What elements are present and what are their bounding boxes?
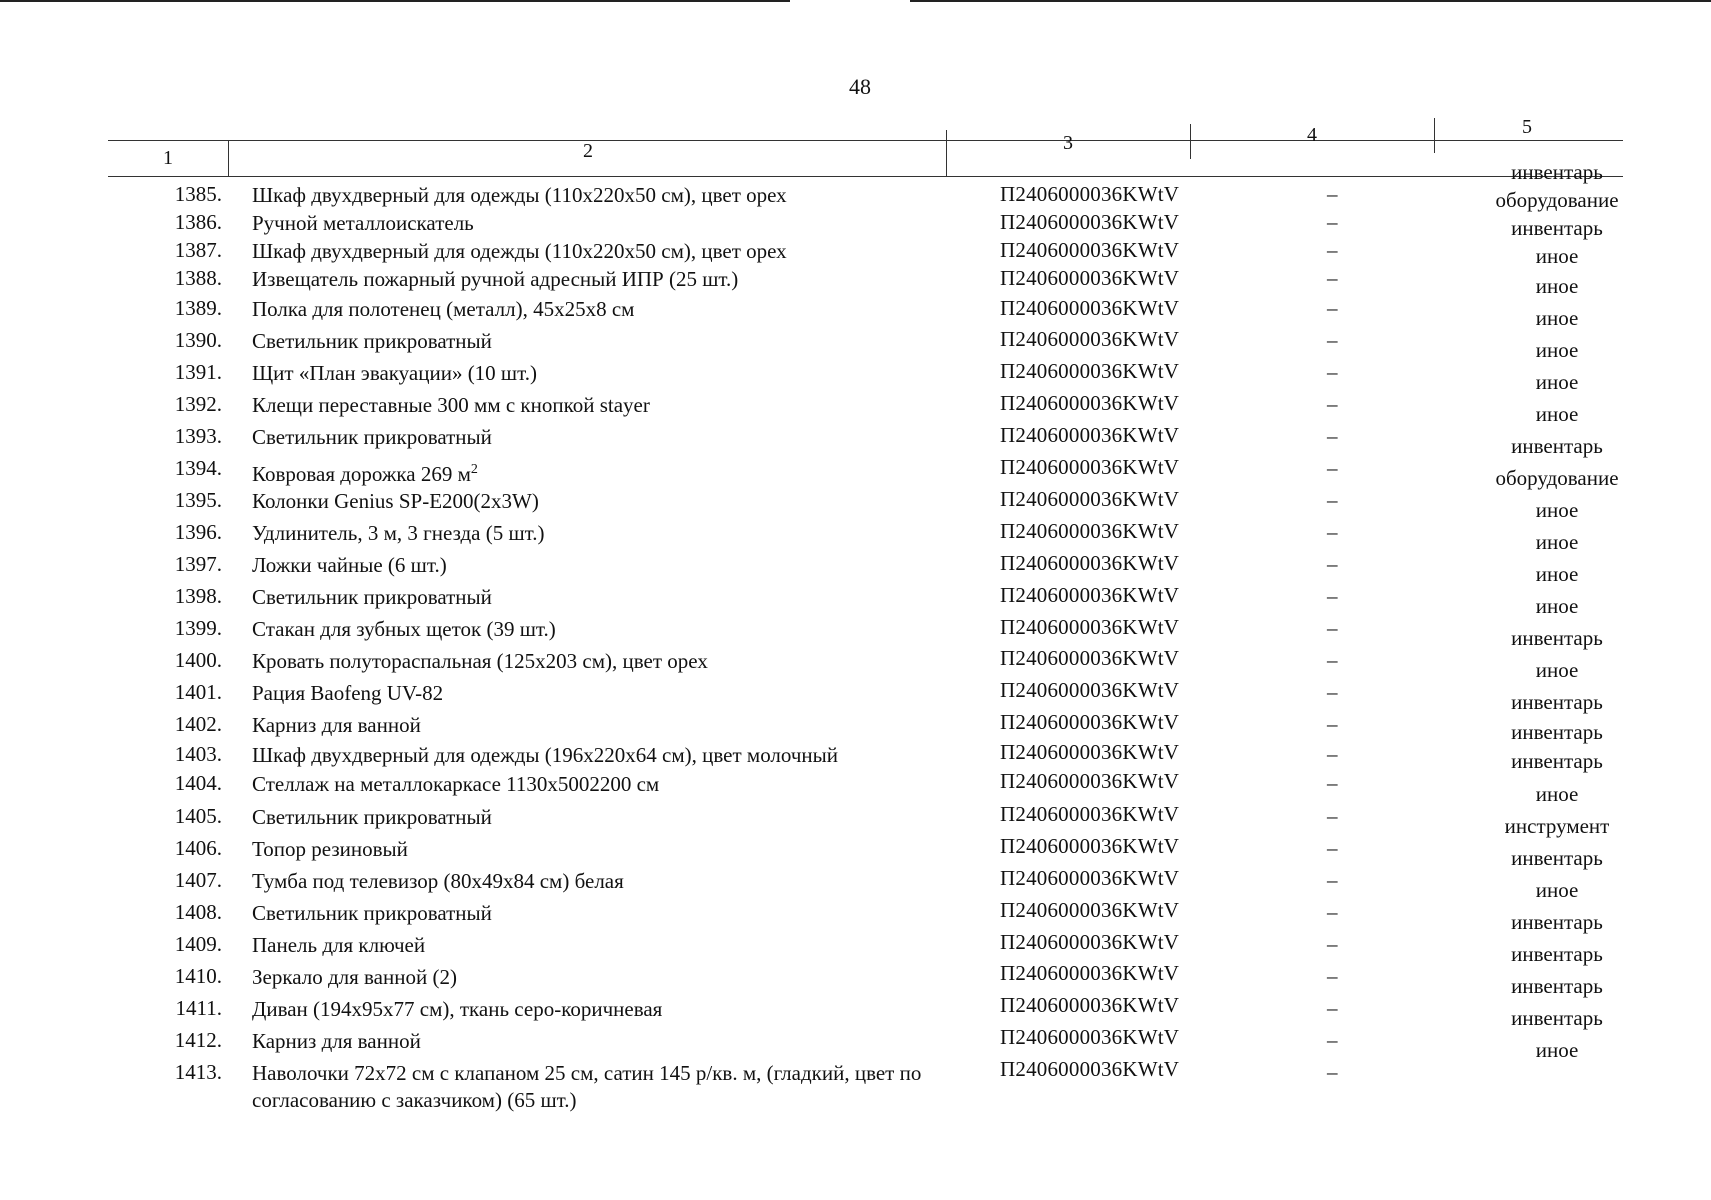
column-header-5: 5 [1522, 116, 1532, 138]
item-name-text: Топор резиновый [252, 837, 408, 861]
item-name-text: Наволочки 72х72 см с клапаном 25 см, сатин 145 р/кв. м, (гладкий, цвет по согласованию с заказчиком) (65 шт.) [252, 1061, 922, 1112]
item-category: иное [1535, 338, 1579, 362]
item-category: оборудование [1495, 188, 1619, 212]
item-name-text: Колонки Genius SP-E200(2x3W) [252, 489, 539, 513]
item-category: иное [1535, 402, 1579, 426]
column-4-value: – [1327, 868, 1338, 892]
item-name [252, 648, 972, 675]
item-code: П2406000036KWtV [1000, 519, 1180, 543]
item-category: иное [1535, 244, 1579, 268]
item-category: иное [1535, 594, 1579, 618]
item-name-text: Рация Baofeng UV-82 [252, 681, 444, 705]
item-code: П2406000036KWtV [1000, 455, 1180, 479]
item-category: инвентарь [1511, 434, 1603, 458]
item-code: П2406000036KWtV [1000, 487, 1180, 511]
item-category: инвентарь [1511, 749, 1603, 773]
item-name-text: Шкаф двухдверный для одежды (196х220х64 см), цвет молочный [252, 743, 839, 767]
item-name-text: Клещи переставные 300 мм с кнопкой stayer [252, 393, 650, 417]
item-name [252, 328, 972, 355]
row-number: 1411. [175, 996, 222, 1020]
item-name [252, 210, 972, 237]
item-name [252, 616, 972, 643]
item-name [252, 771, 972, 798]
item-name [252, 360, 972, 387]
item-name-text: Карниз для ванной [252, 713, 421, 737]
row-number: 1404. [174, 771, 222, 795]
column-4-value: – [1327, 182, 1338, 206]
item-category: инвентарь [1511, 974, 1603, 998]
column-4-value: – [1327, 771, 1338, 795]
item-name-text: Светильник прикроватный [252, 585, 492, 609]
row-number: 1398. [174, 584, 222, 608]
column-4-value: – [1327, 1028, 1338, 1052]
item-code: П2406000036KWtV [1000, 961, 1180, 985]
column-4-value: – [1327, 804, 1338, 828]
item-name [252, 424, 972, 451]
row-number: 1413. [174, 1060, 222, 1084]
row-number: 1409. [174, 932, 222, 956]
column-4-value: – [1327, 360, 1338, 384]
page-number: 48 [849, 74, 871, 99]
row-number: 1403. [174, 742, 222, 766]
row-number: 1407. [174, 868, 222, 892]
item-code: П2406000036KWtV [1000, 583, 1180, 607]
column-4-value: – [1327, 488, 1338, 512]
item-name-text: Кровать полутораспальная (125х203 см), цвет орех [252, 649, 708, 673]
row-number: 1391. [174, 360, 222, 384]
row-number: 1395. [174, 488, 222, 512]
item-code: П2406000036KWtV [1000, 296, 1180, 320]
item-code: П2406000036KWtV [1000, 866, 1180, 890]
row-number: 1408. [174, 900, 222, 924]
item-code: П2406000036KWtV [1000, 359, 1180, 383]
column-4-value: – [1327, 648, 1338, 672]
row-number: 1406. [174, 836, 222, 860]
item-code: П2406000036KWtV [1000, 646, 1180, 670]
item-code: П2406000036KWtV [1000, 182, 1180, 206]
item-name [252, 456, 972, 488]
item-name [252, 996, 972, 1023]
column-4-value: – [1327, 552, 1338, 576]
item-name [252, 1060, 972, 1114]
row-number: 1397. [174, 552, 222, 576]
item-code: П2406000036KWtV [1000, 802, 1180, 826]
item-name-text: Ковровая дорожка 269 м [252, 462, 471, 486]
item-name [252, 804, 972, 831]
item-name-text: Диван (194х95х77 см), ткань серо-коричневая [252, 997, 663, 1021]
column-4-value: – [1327, 238, 1338, 262]
item-category: инвентарь [1511, 690, 1603, 714]
column-4-value: – [1327, 584, 1338, 608]
item-category: иное [1535, 1038, 1579, 1062]
item-category: иное [1535, 562, 1579, 586]
item-category: инвентарь [1511, 626, 1603, 650]
item-name [252, 932, 972, 959]
column-4-value: – [1327, 328, 1338, 352]
column-header-4: 4 [1307, 124, 1317, 146]
column-4-value: – [1327, 712, 1338, 736]
item-name-text: Удлинитель, 3 м, 3 гнезда (5 шт.) [252, 521, 545, 545]
item-name [252, 266, 972, 293]
item-code: П2406000036KWtV [1000, 391, 1180, 415]
column-4-value: – [1327, 680, 1338, 704]
item-category: иное [1535, 370, 1579, 394]
item-category: инвентарь [1511, 160, 1603, 184]
item-category: инвентарь [1511, 1006, 1603, 1030]
item-category: оборудование [1495, 466, 1619, 490]
item-name-text: Зеркало для ванной (2) [252, 965, 457, 989]
item-code: П2406000036KWtV [1000, 327, 1180, 351]
item-code: П2406000036KWtV [1000, 930, 1180, 954]
item-name-text: Светильник прикроватный [252, 329, 492, 353]
item-code: П2406000036KWtV [1000, 834, 1180, 858]
item-code: П2406000036KWtV [1000, 898, 1180, 922]
column-4-value: – [1327, 266, 1338, 290]
column-4-value: – [1327, 616, 1338, 640]
item-name-text: Шкаф двухдверный для одежды (110х220х50 см), цвет орех [252, 183, 787, 207]
item-name [252, 868, 972, 895]
item-category: инвентарь [1511, 216, 1603, 240]
item-category: иное [1535, 274, 1579, 298]
column-4-value: – [1327, 996, 1338, 1020]
item-code: П2406000036KWtV [1000, 710, 1180, 734]
item-name [252, 836, 972, 863]
item-name-superscript: 2 [470, 462, 478, 477]
column-4-value: – [1327, 296, 1338, 320]
item-category: иное [1535, 498, 1579, 522]
item-name-text: Панель для ключей [252, 933, 426, 957]
row-number: 1390. [174, 328, 222, 352]
column-4-value: – [1327, 210, 1338, 234]
column-4-value: – [1327, 424, 1338, 448]
item-code: П2406000036KWtV [1000, 769, 1180, 793]
item-category: инвентарь [1511, 910, 1603, 934]
item-name-text: Шкаф двухдверный для одежды (110х220х50 см), цвет орех [252, 239, 787, 263]
row-number: 1394. [174, 456, 222, 480]
item-code: П2406000036KWtV [1000, 1057, 1180, 1081]
item-name-text: Тумба под телевизор (80х49х84 см) белая [252, 869, 624, 893]
item-name [252, 182, 972, 209]
item-name [252, 584, 972, 611]
row-number: 1387. [174, 238, 222, 262]
item-name-text: Стеллаж на металлокаркасе 1130х5002200 см [252, 772, 660, 796]
column-4-value: – [1327, 964, 1338, 988]
column-4-value: – [1327, 900, 1338, 924]
item-name [252, 742, 972, 769]
item-name [252, 392, 972, 419]
column-4-value: – [1327, 1060, 1338, 1084]
row-number: 1401. [174, 680, 222, 704]
item-code: П2406000036KWtV [1000, 615, 1180, 639]
item-name [252, 680, 972, 707]
item-code: П2406000036KWtV [1000, 993, 1180, 1017]
item-code: П2406000036KWtV [1000, 740, 1180, 764]
row-number: 1388. [174, 266, 222, 290]
item-name-text: Светильник прикроватный [252, 805, 492, 829]
item-name [252, 1028, 972, 1055]
item-name [252, 964, 972, 991]
item-name-text: Стакан для зубных щеток (39 шт.) [252, 617, 556, 641]
item-category: иное [1535, 306, 1579, 330]
column-4-value: – [1327, 456, 1338, 480]
column-4-value: – [1327, 392, 1338, 416]
column-header-2: 2 [583, 140, 593, 162]
item-name-text: Светильник прикроватный [252, 901, 492, 925]
item-name [252, 238, 972, 265]
item-category: инвентарь [1511, 720, 1603, 744]
row-number: 1393. [174, 424, 222, 448]
item-code: П2406000036KWtV [1000, 210, 1180, 234]
item-category: инструмент [1504, 814, 1610, 838]
row-number: 1410. [174, 964, 222, 988]
item-code: П2406000036KWtV [1000, 266, 1180, 290]
column-header-1: 1 [163, 147, 173, 169]
row-number: 1385. [174, 182, 222, 206]
item-code: П2406000036KWtV [1000, 238, 1180, 262]
item-category: иное [1535, 658, 1579, 682]
item-name-text: Полка для полотенец (металл), 45х25х8 см [252, 297, 635, 321]
column-4-value: – [1327, 836, 1338, 860]
item-name [252, 488, 972, 515]
column-header-3: 3 [1063, 132, 1073, 154]
item-name-text: Светильник прикроватный [252, 425, 492, 449]
item-category: иное [1535, 878, 1579, 902]
item-code: П2406000036KWtV [1000, 423, 1180, 447]
item-name-text: Карниз для ванной [252, 1029, 421, 1053]
row-number: 1386. [174, 210, 222, 234]
item-name [252, 552, 972, 579]
row-number: 1402. [174, 712, 222, 736]
item-name [252, 296, 972, 323]
row-number: 1399. [174, 616, 222, 640]
item-name [252, 712, 972, 739]
item-name-text: Ложки чайные (6 шт.) [252, 553, 447, 577]
row-number: 1405. [174, 804, 222, 828]
item-code: П2406000036KWtV [1000, 551, 1180, 575]
item-category: иное [1535, 530, 1579, 554]
item-code: П2406000036KWtV [1000, 1025, 1180, 1049]
item-category: инвентарь [1511, 846, 1603, 870]
item-code: П2406000036KWtV [1000, 678, 1180, 702]
item-category: инвентарь [1511, 942, 1603, 966]
item-name-text: Щит «План эвакуации» (10 шт.) [252, 361, 537, 385]
item-name [252, 900, 972, 927]
row-number: 1412. [174, 1028, 222, 1052]
column-4-value: – [1327, 520, 1338, 544]
item-name-text: Извещатель пожарный ручной адресный ИПР (25 шт.) [252, 267, 739, 291]
item-name [252, 520, 972, 547]
item-category: иное [1535, 782, 1579, 806]
column-4-value: – [1327, 932, 1338, 956]
row-number: 1396. [174, 520, 222, 544]
row-number: 1389. [174, 296, 222, 320]
item-name-text: Ручной металлоискатель [252, 211, 474, 235]
column-4-value: – [1327, 742, 1338, 766]
row-number: 1392. [174, 392, 222, 416]
row-number: 1400. [174, 648, 222, 672]
